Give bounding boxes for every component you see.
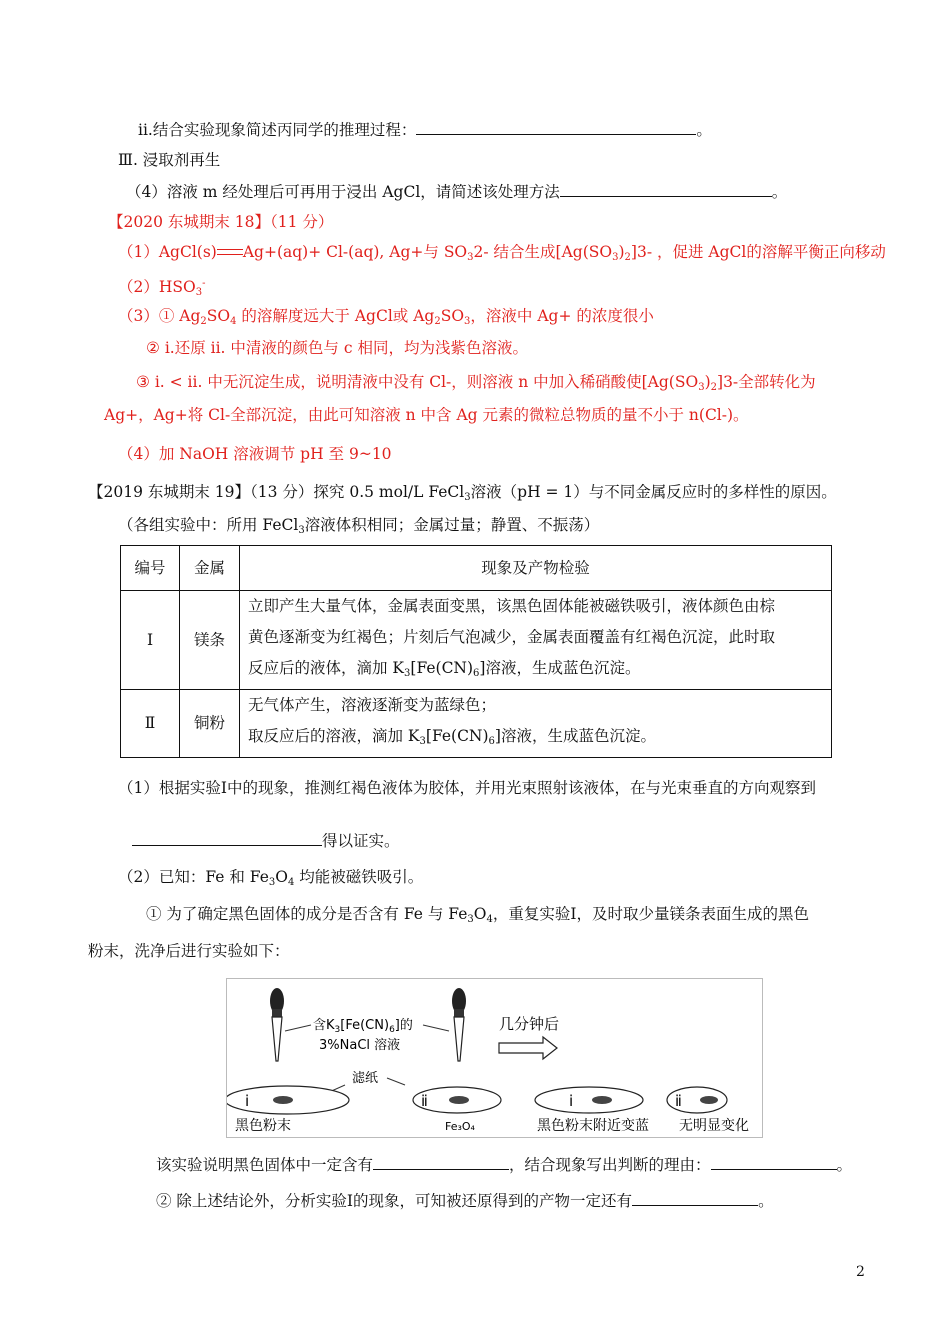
page-number: 2 [856,1264,865,1280]
experiment-figure [226,978,763,1138]
answer-blank[interactable] [416,118,696,135]
time-label: 几分钟后 [499,1015,560,1033]
table-row [121,690,832,758]
black-powder [273,1096,293,1104]
answer-blank[interactable] [560,180,772,197]
answer-blank[interactable] [132,829,322,846]
spot-label: ⅱ [675,1092,682,1110]
caption-fe3o4: Fe₃O₄ [445,1120,475,1133]
answer-3-4: Ag+，Ag+将 Cl-全部沉淀，由此可知溶液 n 中含 Ag 元素的微粒总物质的量不小于 n(Cl-)。 [104,406,749,424]
table-header-cell: 编号 [121,546,180,591]
question-2: （2）已知：Fe 和 $Fe_3O_4$ 均能被磁铁吸引。 [118,868,424,888]
answer-3-3: ③ i. < ii. 中无沉淀生成，说明清液中没有 Cl-，则溶液 n 中加入稀硝酸使$[Ag(SO_3)_2]3-$全部转化为 [136,373,816,393]
row-phenomenon: 无气体产生，溶液逐渐变为蓝绿色； 取反应后的溶液，滴加 $K_3[Fe(CN)_6]$溶液，生成蓝色沉淀。 [240,690,832,758]
answer-1: （1）AgCl(s) Ag+(aq)+ Cl-(aq), Ag+与 $SO_32-$ 结合生成$[Ag(SO_3)_2]3-$ ，促进 AgCl的溶解平衡正向移动 [118,243,886,263]
question-1: （1）根据实验Ⅰ中的现象，推测红褐色液体为胶体，并用光束照射该液体，在与光束垂直的方向观察到 [118,779,816,797]
question-ii-line: ii.结合实验现象简述丙同学的推理过程： 。 [138,118,712,141]
answer-blank[interactable] [632,1189,758,1206]
spot-label: ⅰ [245,1092,250,1110]
question-2-2: ② 除上述结论外，分析实验Ⅰ的现象，可知被还原得到的产物一定还有 。 [156,1189,774,1212]
result-paper-i [535,1087,643,1113]
answer-3-2: ② i.还原 ii. 中清液的颜色与 c 相同，均为浅紫色溶液。 [146,339,528,357]
black-powder [592,1096,612,1104]
spot-label: ⅰ [569,1092,574,1110]
dropper-icon [452,988,466,1061]
spot-label: ⅱ [421,1092,428,1110]
fe3o4-powder [449,1096,469,1104]
experiment-table [120,545,832,758]
row-metal: 铜粉 [180,690,240,758]
table-row [121,591,832,690]
equilibrium-arrow-icon [217,247,243,259]
conclusion-line: 该实验说明黑色固体中一定含有 ，结合现象写出判断的理由： 。 [156,1153,852,1176]
question-19-header: 【2019 东城期末 19】（13 分）探究 0.5 mol/L FeCl$_3$溶液（pH = 1）与不同金属反应时的多样性的原因。 [88,483,837,503]
filter-paper-label: 滤纸 [352,1071,379,1086]
answer-3-1: （3）① $Ag_2SO_4$ 的溶解度远大于 AgCl或 $Ag_2SO_3$，溶液中 Ag+ 的浓度很小 [118,307,654,327]
caption-result-ii: 无明显变化 [679,1118,749,1134]
dropper-icon [270,988,284,1061]
row-phenomenon: 立即产生大量气体，金属表面变黑，该黑色固体能被磁铁吸引，液体颜色由棕 黄色逐渐变为红褐色；片刻后气泡减少，金属表面覆盖有红褐色沉淀，此时取 反应后的液体，滴加 $K_3[Fe(CN)_6]$溶液，生成蓝色沉淀。 [240,591,832,690]
right-arrow-icon [499,1037,557,1059]
answer-blank[interactable] [373,1153,509,1170]
answer-4: （4）加 NaOH 溶液调节 pH 至 9~10 [118,445,392,463]
caption-result-i: 黑色粉末附近变蓝 [537,1118,649,1134]
question-2-1-continued: 粉末，洗净后进行实验如下： [88,942,290,960]
table-header-cell: 现象及产物检验 [240,546,832,591]
question-4: （4）溶液 m 经处理后可再用于浸出 AgCl，请简述该处理方法 。 [126,180,787,203]
caption-black-powder: 黑色粉末 [235,1118,291,1134]
section-heading: Ⅲ. 浸取剂再生 [118,151,221,169]
table-header-cell: 金属 [180,546,240,591]
row-id: Ⅰ [121,591,180,690]
question-2-1: ① 为了确定黑色固体的成分是否含有 Fe 与 $Fe_3O_4$，重复实验Ⅰ，及时取少量镁条表面生成的黑色 [146,905,809,925]
answer-blank[interactable] [711,1153,837,1170]
reagent-concentration: 3%NaCl 溶液 [319,1038,401,1053]
reagent-label: 含$K_3[Fe(CN)_6]$的 [313,1018,413,1035]
row-id: Ⅱ [121,690,180,758]
table-header-row [121,546,832,591]
answer-header: 【2020 东城期末 18】（11 分） [108,213,334,231]
experiment-note: （各组实验中：所用 FeCl$_3$溶液体积相同；金属过量；静置、不振荡） [118,516,600,536]
question-1-continued: 得以证实。 [132,829,400,852]
answer-2: $(2)HSO_3^-$ [118,278,206,298]
fe3o4-powder [700,1096,718,1104]
row-metal: 镁条 [180,591,240,690]
